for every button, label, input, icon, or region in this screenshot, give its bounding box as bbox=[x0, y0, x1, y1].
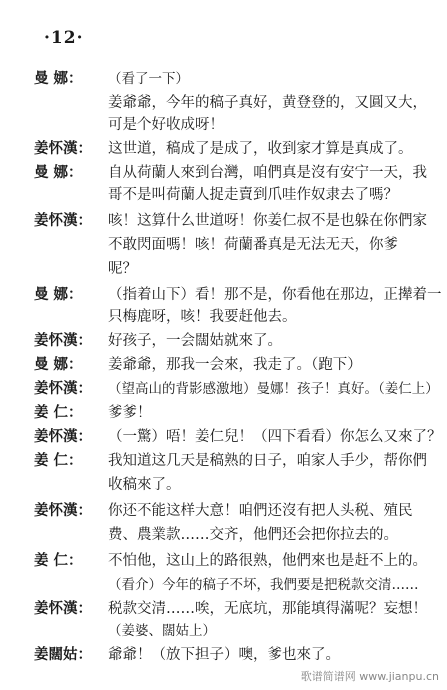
dialogue-line bbox=[0, 354, 447, 376]
dialogue-line bbox=[0, 234, 447, 256]
line-text: 姜爺爺，今年的稿子真好，黄登登的，又圓又大， bbox=[108, 95, 427, 111]
dialogue-line bbox=[0, 450, 447, 472]
dialogue-line bbox=[0, 92, 447, 114]
line-text: （姜婆、闊姑上） bbox=[108, 623, 216, 639]
speaker-label: 姜 仁： bbox=[34, 404, 83, 421]
dialogue-line bbox=[0, 162, 447, 184]
line-text: （望高山的背影感激地）曼娜！孩子！真好。（姜仁上） bbox=[108, 381, 439, 397]
line-text: （指着山下）看！那不是，你看他在那边，正撵着一 bbox=[108, 287, 442, 303]
dialogue-line bbox=[0, 598, 447, 620]
dialogue-line bbox=[0, 378, 447, 400]
dialogue-line bbox=[0, 474, 447, 496]
speaker-label: 曼 娜： bbox=[34, 356, 83, 373]
dialogue-line bbox=[0, 210, 447, 232]
speaker-label: 姜怀漢： bbox=[34, 332, 92, 349]
speaker-label: 姜怀漢： bbox=[34, 380, 92, 397]
speaker-label: 姜怀漢： bbox=[34, 600, 92, 617]
site-watermark: 歌谱简谱网 www.jianpu.cn bbox=[300, 670, 439, 683]
speaker-label: 姜 仁： bbox=[34, 452, 83, 469]
dialogue-line bbox=[0, 68, 447, 90]
line-text: 好孩子，一会闊姑就來了。 bbox=[108, 333, 282, 349]
speaker-label: 姜怀漢： bbox=[34, 428, 92, 445]
dialogue-line bbox=[0, 284, 447, 306]
dialogue-line bbox=[0, 500, 447, 522]
line-text: 你还不能这样大意！咱們还沒有把人头税、殖民 bbox=[108, 503, 413, 519]
speaker-label: 曼 娜： bbox=[34, 286, 83, 303]
line-text: 费、農業款……交齐，他們还会把你拉去的。 bbox=[108, 527, 398, 543]
line-text: 不敢閃面嗎！咳！荷蘭番真是无法无天，你爹 bbox=[108, 237, 398, 253]
line-text: 爺爺！（放下担子）噢，爹也來了。 bbox=[108, 647, 340, 663]
dialogue-line bbox=[0, 620, 447, 642]
dialogue-line bbox=[0, 306, 447, 328]
speaker-label: 姜怀漢： bbox=[34, 502, 92, 519]
speaker-label: 姜怀漢： bbox=[34, 140, 92, 157]
line-text: 我知道这几天是稿熟的日子，咱家人手少，帮你們 bbox=[108, 453, 427, 469]
line-text: 呢？ bbox=[108, 261, 137, 277]
line-text: 收稿來了。 bbox=[108, 477, 181, 493]
line-text: （看介）今年的稿子不坏，我們要是把税款交清…… bbox=[108, 577, 419, 593]
speaker-label: 曼 娜： bbox=[34, 164, 83, 181]
page-number: ·12· bbox=[44, 28, 84, 48]
line-text: （一驚）唔！姜仁兒！（四下看看）你怎么又來了？ bbox=[108, 429, 442, 445]
line-text: 可是个好收成呀！ bbox=[108, 117, 224, 133]
line-text: 不怕他，这山上的路很熟，他們來也是赶不上的。 bbox=[108, 553, 427, 569]
dialogue-line bbox=[0, 330, 447, 352]
line-text: 这世道，稿成了是成了，收到家才算是真成了。 bbox=[108, 141, 413, 157]
dialogue-line bbox=[0, 138, 447, 160]
speaker-label: 姜 仁： bbox=[34, 552, 83, 569]
dialogue-line bbox=[0, 574, 447, 596]
dialogue-line bbox=[0, 644, 447, 666]
speaker-label: 曼 娜： bbox=[34, 70, 83, 87]
line-text: （看了一下） bbox=[108, 71, 189, 87]
speaker-label: 姜怀漢： bbox=[34, 212, 92, 229]
dialogue-line bbox=[0, 402, 447, 424]
dialogue-line bbox=[0, 524, 447, 546]
line-text: 只梅鹿呀，咳！我要赶他去。 bbox=[108, 309, 297, 325]
line-text: 自从荷蘭人來到台灣，咱們真是沒有安宁一天，我 bbox=[108, 165, 427, 181]
dialogue-line bbox=[0, 550, 447, 572]
dialogue-line bbox=[0, 258, 447, 280]
line-text: 爹爹！ bbox=[108, 405, 152, 421]
line-text: 税款交清……唉，无底坑，那能填得滿呢？妄想！ bbox=[108, 601, 427, 617]
line-text: 哥不是叫荷蘭人捉走賣到爪哇作奴隶去了嗎？ bbox=[108, 187, 398, 203]
line-text: 咳！这算什么世道呀！你姜仁叔不是也躲在你們家 bbox=[108, 213, 427, 229]
dialogue-line bbox=[0, 184, 447, 206]
dialogue-line bbox=[0, 426, 447, 448]
line-text: 姜爺爺，那我一会來，我走了。（跑下） bbox=[108, 357, 362, 373]
speaker-label: 姜闊姑： bbox=[34, 646, 92, 663]
dialogue-line bbox=[0, 114, 447, 136]
